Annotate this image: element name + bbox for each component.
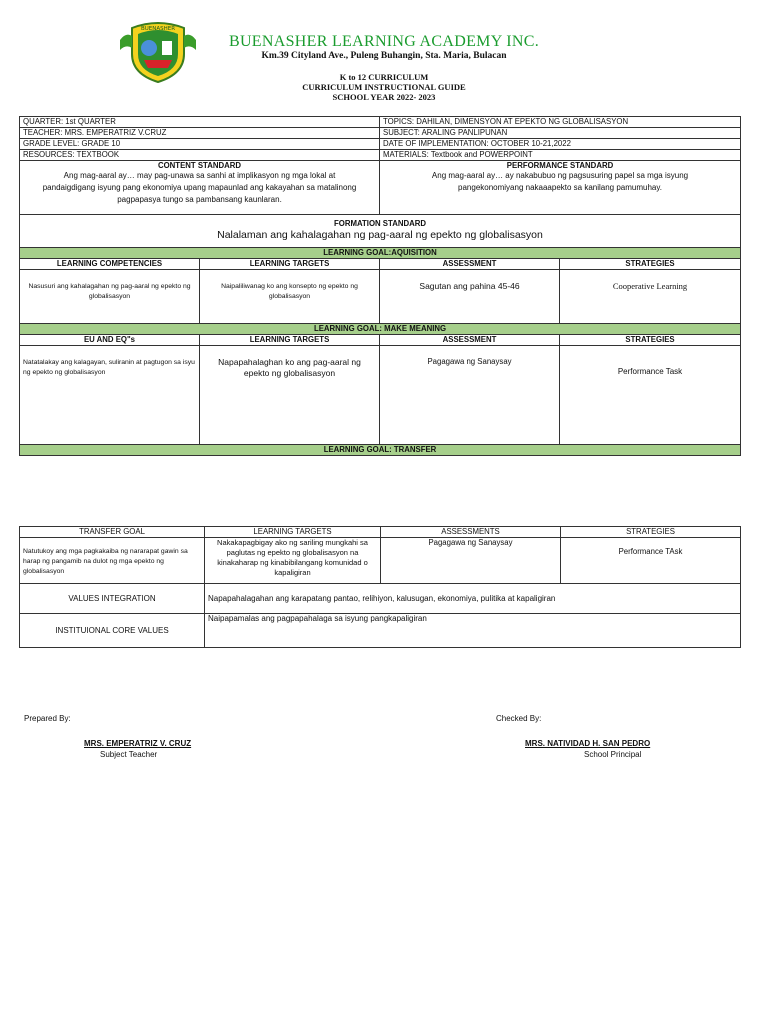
performance-standard-text: Ang mag-aaral ay… ay nakabubuo ng pagsusuring papel sa mga isyung pangekonomiyang nakaaapekto sa kanilang pamumuhay. (431, 171, 689, 192)
mm-header-strategies: STRATEGIES (560, 335, 741, 346)
curriculum-line: K to 12 CURRICULUM (339, 72, 429, 82)
formation-standard-text: Nalalaman ang kahalagahan ng pag-aaral ng epekto ng globalisasyon (217, 229, 543, 241)
acquisition-goal-band: LEARNING GOAL:AQUISITION (20, 248, 741, 259)
tr-header-targets: LEARNING TARGETS (205, 527, 381, 538)
content-standard-cell (20, 161, 380, 215)
acq-assessment: Sagutan ang pahina 45-46 (380, 270, 560, 324)
content-standard-label: CONTENT STANDARD (157, 161, 242, 170)
transfer-table (19, 526, 741, 648)
acq-strategy: Cooperative Learning (560, 270, 741, 324)
topics-cell: TOPICS: DAHILAN, DIMENSYON AT EPEKTO NG GLOBALISASYON (380, 117, 741, 128)
school-address: Km.39 Cityland Ave., Puleng Buhangin, Sta. Maria, Bulacan (261, 51, 507, 61)
materials-cell: MATERIALS: Textbook and POWERPOINT (380, 150, 741, 161)
mm-header-targets: LEARNING TARGETS (200, 335, 380, 346)
prepared-by-name: MRS. EMPERATRIZ V. CRUZ (84, 739, 192, 748)
tr-header-strategies: STRATEGIES (561, 527, 741, 538)
make-meaning-goal-band: LEARNING GOAL: MAKE MEANING (20, 324, 741, 335)
tr-assessment: Pagagawa ng Sanaysay (381, 538, 561, 584)
subject-cell: SUBJECT: ARALING PANLIPUNAN (380, 128, 741, 139)
performance-standard-label: PERFORMANCE STANDARD (506, 161, 614, 170)
tr-strategy: Performance TAsk (561, 538, 741, 584)
acq-competency: Nasusuri ang kahalagahan ng pag-aaral ng epekto ng globalisasyon (20, 270, 200, 324)
curriculum-guide-table (19, 116, 741, 456)
school-name: BUENASHER LEARNING ACADEMY INC. (228, 33, 540, 50)
prepared-by-role: Subject Teacher (100, 750, 158, 759)
core-values-text: Naipapamalas ang pagpapahalaga sa isyung pangkapaligiran (205, 614, 741, 648)
performance-standard-cell (380, 161, 741, 215)
values-integration-text: Napapahalagahan ang karapatang pantao, relihiyon, kalusugan, ekonomiya, pulitika at kapaligiran (205, 584, 741, 614)
logo-text: BUENASHER (140, 26, 176, 32)
teacher-cell: TEACHER: MRS. EMPERATRIZ V.CRUZ (20, 128, 380, 139)
date-cell: DATE OF IMPLEMENTATION: OCTOBER 10-21,2022 (380, 139, 741, 150)
acq-header-targets: LEARNING TARGETS (200, 259, 380, 270)
school-year-line: SCHOOL YEAR 2022- 2023 (332, 92, 436, 102)
values-integration-label: VALUES INTEGRATION (20, 584, 205, 614)
mm-target: Napapahalaghan ko ang pag-aaral ng epekto ng globalisasyon (200, 346, 380, 445)
tr-target: Nakakapagbigay ako ng sariling mungkahi sa paglutas ng epekto ng globalisasyon na kinakaharap ng kinabibilangang komunidad o kapaligiran (205, 538, 381, 584)
grade-cell: GRADE LEVEL: GRADE 10 (20, 139, 380, 150)
quarter-cell: QUARTER: 1st QUARTER (20, 117, 380, 128)
checked-by-name: MRS. NATIVIDAD H. SAN PEDRO (525, 739, 651, 748)
formation-standard-label: FORMATION STANDARD (334, 219, 426, 228)
core-values-label: INSTITUIONAL CORE VALUES (20, 614, 205, 648)
content-standard-text: Ang mag-aaral ay… may pag-unawa sa sanhi at implikasyon ng mga lokal at pandaigdigang isyung pang ekonomiya upang mapaunlad ang kakayahan sa matalinong pagpapasya tungo sa pambansang kaunlaran. (42, 171, 357, 204)
mm-strategy: Performance Task (560, 346, 741, 445)
mm-header-assessment: ASSESSMENT (380, 335, 560, 346)
acq-header-assessment: ASSESSMENT (380, 259, 560, 270)
resources-cell: RESOURCES: TEXTBOOK (20, 150, 380, 161)
guide-line: CURRICULUM INSTRUCTIONAL GUIDE (302, 82, 466, 92)
mm-header-eu-eq: EU AND EQ"s (20, 335, 200, 346)
acq-target: Naipaliliwanag ko ang konsepto ng epekto ng globalisasyon (200, 270, 380, 324)
checked-by-label: Checked By: (496, 714, 542, 723)
prepared-by-label: Prepared By: (24, 714, 71, 723)
acq-header-competencies: LEARNING COMPETENCIES (20, 259, 200, 270)
school-logo (118, 18, 198, 84)
acq-header-strategies: STRATEGIES (560, 259, 741, 270)
mm-eu-eq: Natatalakay ang kalagayan, suliranin at pagtugon sa isyu ng epekto ng globalisasyon (20, 346, 200, 445)
transfer-goal-band: LEARNING GOAL: TRANSFER (20, 445, 741, 456)
tr-header-assessments: ASSESSMENTS (381, 527, 561, 538)
checked-by-role: School Principal (584, 750, 642, 759)
formation-standard-cell (20, 215, 741, 248)
mm-assessment: Pagagawa ng Sanaysay (380, 346, 560, 445)
tr-goal: Natutukoy ang mga pagkakaiba ng nararapat gawin sa harap ng pangamib na dulot ng mga epekto ng globalisasyon (20, 538, 205, 584)
tr-header-goal: TRANSFER GOAL (20, 527, 205, 538)
